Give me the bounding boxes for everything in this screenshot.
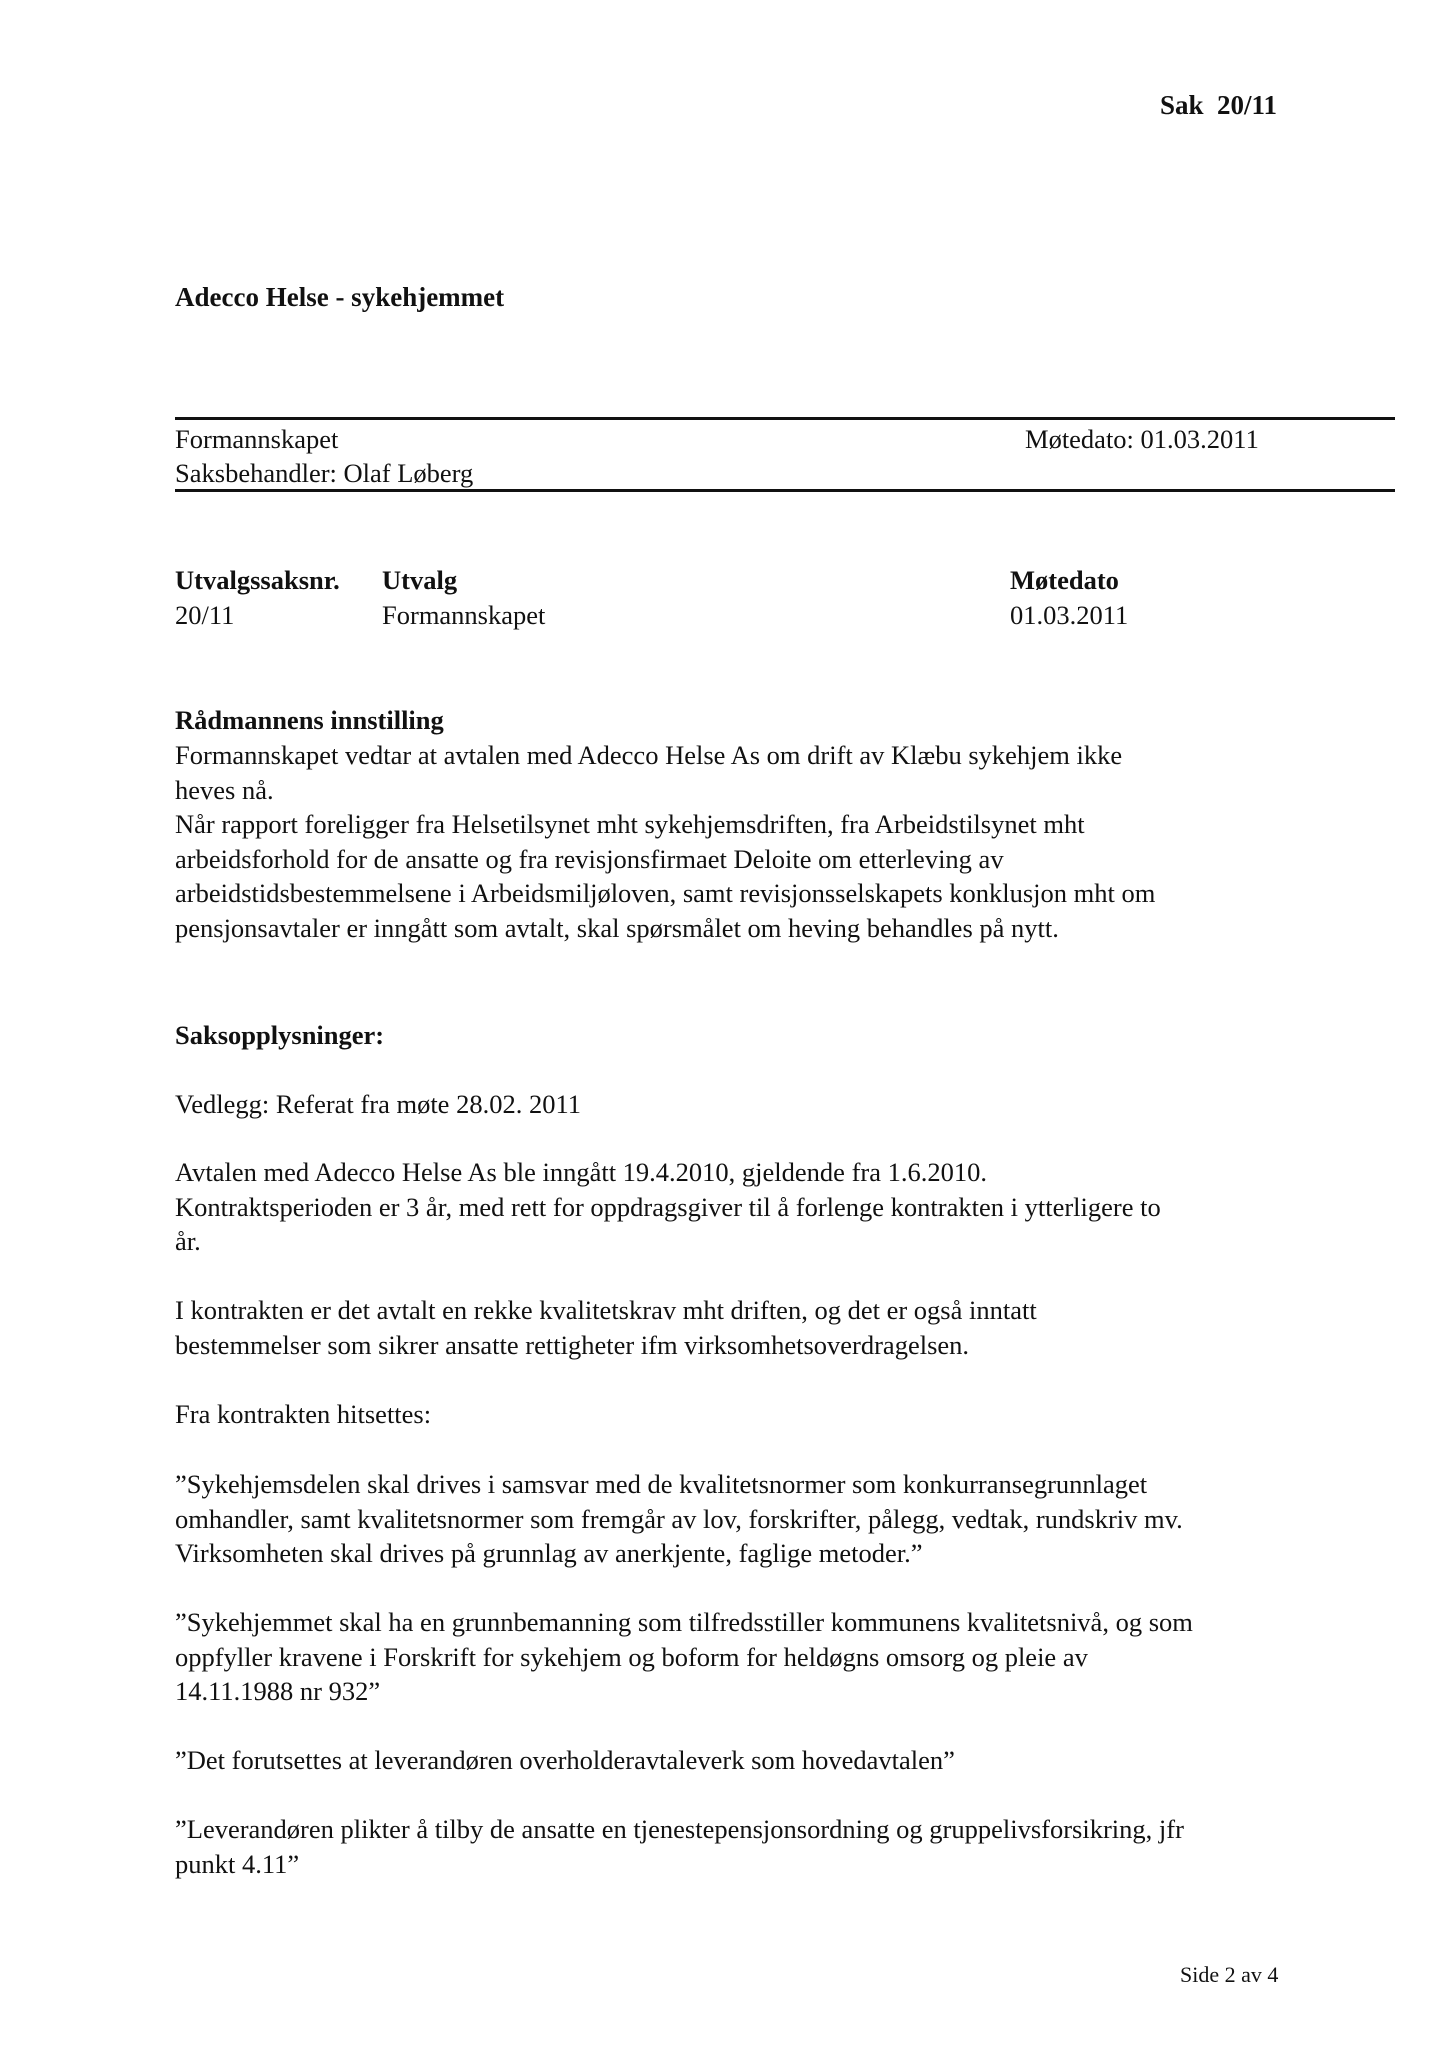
quote-staffing — [175, 1605, 1325, 1709]
agreement-paragraph — [175, 1155, 1325, 1259]
text-line: I kontrakten er det avtalt en rekke kvalitetskrav mht driften, og det er også inntatt — [175, 1295, 1037, 1325]
text-line: Avtalen med Adecco Helse As ble inngått 19.4.2010, gjeldende fra 1.6.2010. — [175, 1157, 987, 1187]
case-table-header-number: Utvalgssaksnr. — [175, 565, 340, 595]
quote-pension — [175, 1812, 1325, 1881]
document-title: Adecco Helse - sykehjemmet — [175, 282, 505, 312]
case-info-heading: Saksopplysninger: — [175, 1020, 385, 1050]
text-line: ”Sykehjemsdelen skal drives i samsvar med de kvalitetsnormer som konkurransegrunnlaget — [175, 1469, 1148, 1499]
meta-case-handler: Saksbehandler: Olaf Løberg — [175, 458, 474, 488]
case-table-header-date: Møtedato — [1010, 565, 1119, 595]
text-line: Virksomheten skal drives på grunnlag av anerkjente, faglige metoder.” — [175, 1538, 923, 1568]
text-line: punkt 4.11” — [175, 1848, 300, 1879]
case-table-cell-number: 20/11 — [175, 600, 235, 630]
text-line: Formannskapet vedtar at avtalen med Adecco Helse As om drift av Klæbu sykehjem ikke — [175, 740, 1123, 770]
quote-agreements: ”Det forutsettes at leverandøren overholderavtaleverk som hovedavtalen” — [175, 1745, 955, 1775]
text-line: arbeidstidsbestemmelsene i Arbeidsmiljøloven, samt revisjonsselskapets konklusjon mht om — [175, 878, 1156, 908]
recommendation-heading: Rådmannens innstilling — [175, 705, 444, 735]
case-table-header-committee: Utvalg — [382, 565, 458, 595]
case-table-cell-committee: Formannskapet — [382, 600, 546, 630]
text-line: ”Leverandøren plikter å tilby de ansatte en tjenestepensjonsordning og gruppelivsforsikring, jfr — [175, 1814, 1184, 1844]
text-line: ”Sykehjemmet skal ha en grunnbemanning som tilfredsstiller kommunens kvalitetsnivå, og som — [175, 1607, 1193, 1637]
page-number: Side 2 av 4 — [1180, 1962, 1279, 1987]
text-line: Kontraktsperioden er 3 år, med rett for oppdragsgiver til å forlenge kontrakten i ytterligere to — [175, 1191, 1161, 1222]
bottom-rule — [175, 489, 1395, 492]
text-line: pensjonsavtaler er inngått som avtalt, skal spørsmålet om heving behandles på nytt. — [175, 912, 1059, 943]
top-rule — [175, 417, 1395, 420]
recommendation-text — [175, 738, 1325, 945]
text-line: oppfyller kravene i Forskrift for sykehjem og boform for heldøgns omsorg og pleie av — [175, 1641, 1088, 1672]
meta-meeting-date: Møtedato: 01.03.2011 — [1025, 424, 1259, 454]
text-line: år. — [175, 1226, 201, 1256]
attachment-line: Vedlegg: Referat fra møte 28.02. 2011 — [175, 1089, 581, 1119]
text-line: omhandler, samt kvalitetsnormer som fremgår av lov, forskrifter, pålegg, vedtak, rundskriv mv. — [175, 1503, 1183, 1534]
case-number: Sak 20/11 — [1160, 90, 1278, 120]
text-line: Når rapport foreligger fra Helsetilsynet mht sykehjemsdriften, fra Arbeidstilsynet mht — [175, 809, 1085, 839]
text-line: arbeidsforhold for de ansatte og fra revisjonsfirmaet Deloite om etterleving av — [175, 843, 1004, 874]
contract-intro: Fra kontrakten hitsettes: — [175, 1399, 432, 1429]
quote-quality-norms — [175, 1467, 1325, 1571]
text-line: bestemmelser som sikrer ansatte rettigheter ifm virksomhetsoverdragelsen. — [175, 1329, 970, 1360]
case-table-cell-date: 01.03.2011 — [1010, 600, 1129, 630]
text-line: heves nå. — [175, 774, 274, 805]
quality-paragraph — [175, 1293, 1325, 1362]
meta-body: Formannskapet — [175, 424, 339, 454]
text-line: 14.11.1988 nr 932” — [175, 1676, 381, 1706]
